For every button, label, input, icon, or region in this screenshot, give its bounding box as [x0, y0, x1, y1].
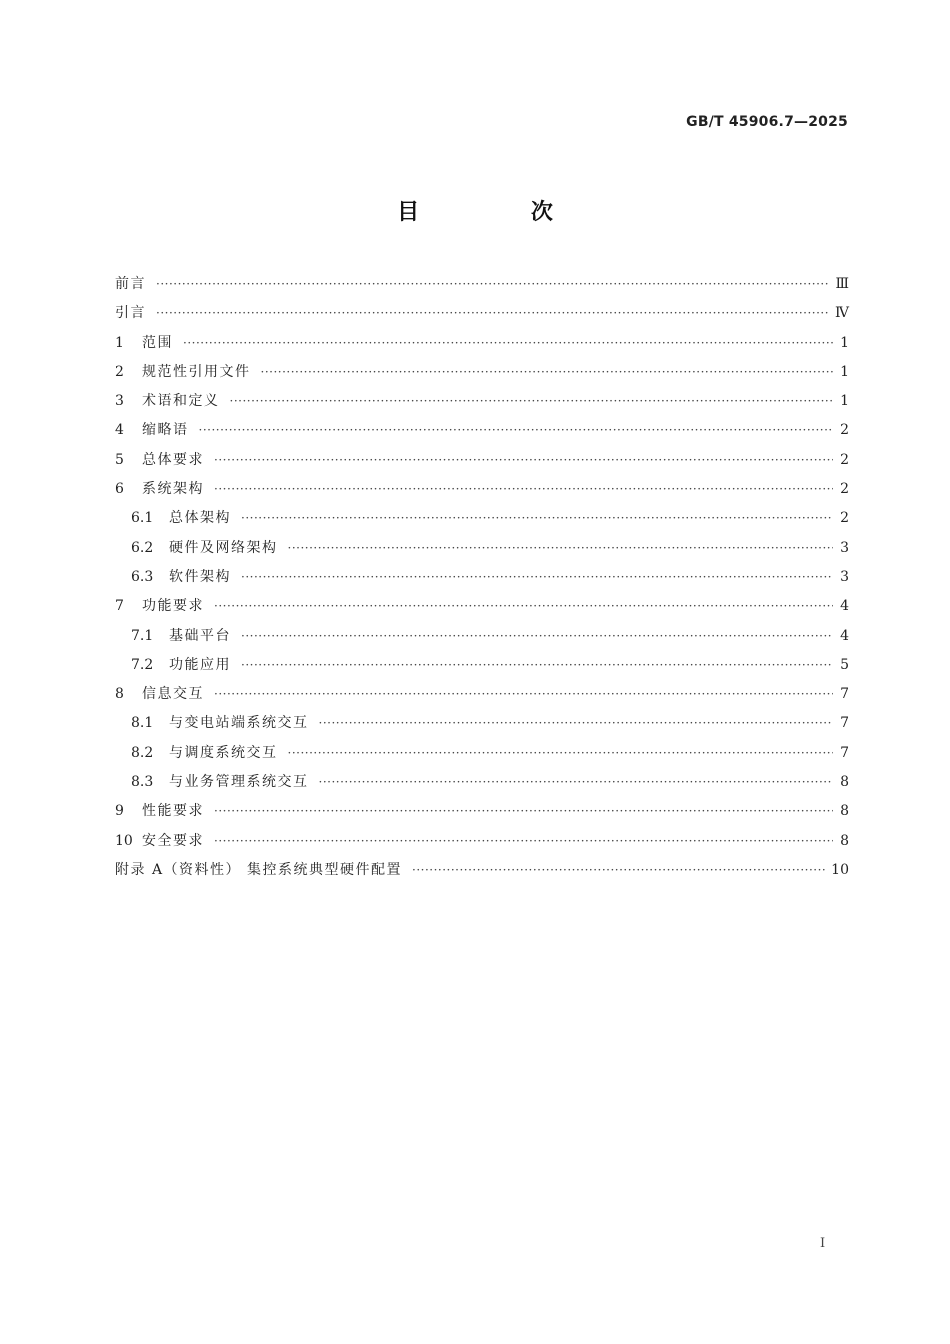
toc-entry-label: 总体架构 [169, 510, 231, 527]
toc-entry-page: Ⅲ [835, 276, 849, 292]
toc-entry[interactable] [115, 739, 849, 768]
toc-entry[interactable] [115, 416, 849, 445]
toc-entry-page: 1 [840, 363, 849, 380]
toc-entry[interactable] [115, 387, 849, 416]
toc-entry-number: 7.2 [131, 656, 154, 673]
toc-entry[interactable] [115, 329, 849, 358]
toc-entry-number: 1 [115, 334, 124, 351]
standard-code: GB/T 45906.7—2025 [686, 114, 848, 130]
toc-entry-page: 10 [831, 861, 849, 878]
toc-entry-number: 6.2 [131, 539, 154, 556]
toc-entry-number: 7.1 [131, 627, 154, 644]
toc-entry-number: 8.1 [131, 715, 154, 732]
toc-entry[interactable] [115, 709, 849, 738]
toc-entry-label: 安全要求 [142, 832, 204, 849]
toc-entry-label: 硬件及网络架构 [169, 539, 278, 556]
toc-dot-leader [319, 709, 834, 738]
toc-entry[interactable] [115, 299, 849, 328]
toc-entry[interactable] [115, 534, 849, 563]
toc-dot-leader [214, 446, 833, 475]
toc-entry-page: 7 [840, 686, 849, 703]
toc-entry-number: 6.3 [131, 568, 154, 585]
toc-entry-label: 系统架构 [142, 481, 204, 498]
toc-dot-leader [214, 680, 833, 709]
toc-dot-leader [230, 387, 834, 416]
toc-entry-number: 7 [115, 598, 124, 615]
toc-dot-leader [241, 622, 833, 651]
toc-entry-label: 功能应用 [169, 656, 231, 673]
toc-entry-page: 8 [840, 832, 849, 849]
toc-dot-leader [412, 856, 825, 885]
toc-entry-page: 2 [840, 510, 849, 527]
toc-entry-number: 6 [115, 481, 124, 498]
toc-entry[interactable] [115, 651, 849, 680]
toc-entry-label: 术语和定义 [142, 393, 220, 410]
toc-entry-number: 10 [115, 832, 133, 849]
toc-entry-number: 8 [115, 686, 124, 703]
toc-entry-page: 3 [840, 568, 849, 585]
table-of-contents [115, 270, 849, 885]
toc-entry-label: 信息交互 [142, 686, 204, 703]
toc-entry[interactable] [115, 622, 849, 651]
toc-entry-label: 性能要求 [142, 803, 204, 820]
toc-entry-label: 与业务管理系统交互 [169, 774, 309, 791]
toc-entry-page: 7 [840, 744, 849, 761]
toc-entry-label: 功能要求 [142, 598, 204, 615]
toc-entry-page: 8 [840, 803, 849, 820]
toc-entry-page: 1 [840, 334, 849, 351]
toc-dot-leader [288, 534, 834, 563]
toc-dot-leader [214, 827, 833, 856]
toc-entry-label: 引言 [115, 305, 146, 322]
toc-entry-label: 与变电站端系统交互 [169, 715, 309, 732]
toc-dot-leader [199, 416, 834, 445]
toc-entry-page: 4 [840, 627, 849, 644]
toc-entry[interactable] [115, 504, 849, 533]
toc-entry-label: 规范性引用文件 [142, 363, 251, 380]
toc-entry-label: 前言 [115, 276, 146, 292]
toc-entry-number: 9 [115, 803, 124, 820]
toc-entry-number: 3 [115, 393, 124, 410]
toc-entry-page: 1 [840, 393, 849, 410]
toc-dot-leader [261, 358, 834, 387]
toc-dot-leader [214, 797, 833, 826]
toc-entry-page: 2 [840, 451, 849, 468]
toc-entry[interactable] [115, 270, 849, 299]
toc-dot-leader [288, 739, 834, 768]
toc-entry[interactable] [115, 827, 849, 856]
toc-dot-leader [156, 270, 829, 299]
toc-entry-label: 缩略语 [142, 422, 189, 439]
toc-dot-leader [156, 299, 829, 328]
toc-entry-page: 8 [840, 774, 849, 791]
toc-entry-number: 4 [115, 422, 124, 439]
toc-dot-leader [241, 563, 833, 592]
toc-entry[interactable] [115, 592, 849, 621]
toc-dot-leader [183, 329, 833, 358]
toc-entry-label: 附录 A（资料性） 集控系统典型硬件配置 [115, 861, 403, 878]
toc-dot-leader [319, 768, 834, 797]
toc-entry-label: 软件架构 [169, 568, 231, 585]
page-title: 目 次 [397, 200, 605, 225]
toc-entry-number: 8.3 [131, 774, 154, 791]
toc-entry[interactable] [115, 797, 849, 826]
toc-entry-number: 8.2 [131, 744, 154, 761]
toc-entry-label: 与调度系统交互 [169, 744, 278, 761]
toc-dot-leader [241, 651, 833, 680]
toc-entry-page: 3 [840, 539, 849, 556]
toc-entry-page: 5 [840, 656, 849, 673]
toc-entry[interactable] [115, 358, 849, 387]
toc-dot-leader [214, 592, 833, 621]
toc-entry[interactable] [115, 446, 849, 475]
toc-entry[interactable] [115, 475, 849, 504]
toc-entry-page: 7 [840, 715, 849, 732]
toc-entry-page: 4 [840, 598, 849, 615]
toc-entry-number: 5 [115, 451, 124, 468]
toc-entry-number: 6.1 [131, 510, 154, 527]
toc-entry[interactable] [115, 768, 849, 797]
toc-entry-label: 总体要求 [142, 451, 204, 468]
toc-entry-page: 2 [840, 422, 849, 439]
toc-dot-leader [214, 475, 833, 504]
toc-entry[interactable] [115, 856, 849, 885]
toc-dot-leader [241, 504, 833, 533]
toc-entry-label: 范围 [142, 334, 173, 351]
toc-entry-page: 2 [840, 481, 849, 498]
toc-entry[interactable] [115, 680, 849, 709]
page-number: I [820, 1236, 826, 1251]
toc-entry-label: 基础平台 [169, 627, 231, 644]
toc-entry[interactable] [115, 563, 849, 592]
toc-entry-number: 2 [115, 363, 124, 380]
toc-entry-page: Ⅳ [835, 305, 849, 322]
